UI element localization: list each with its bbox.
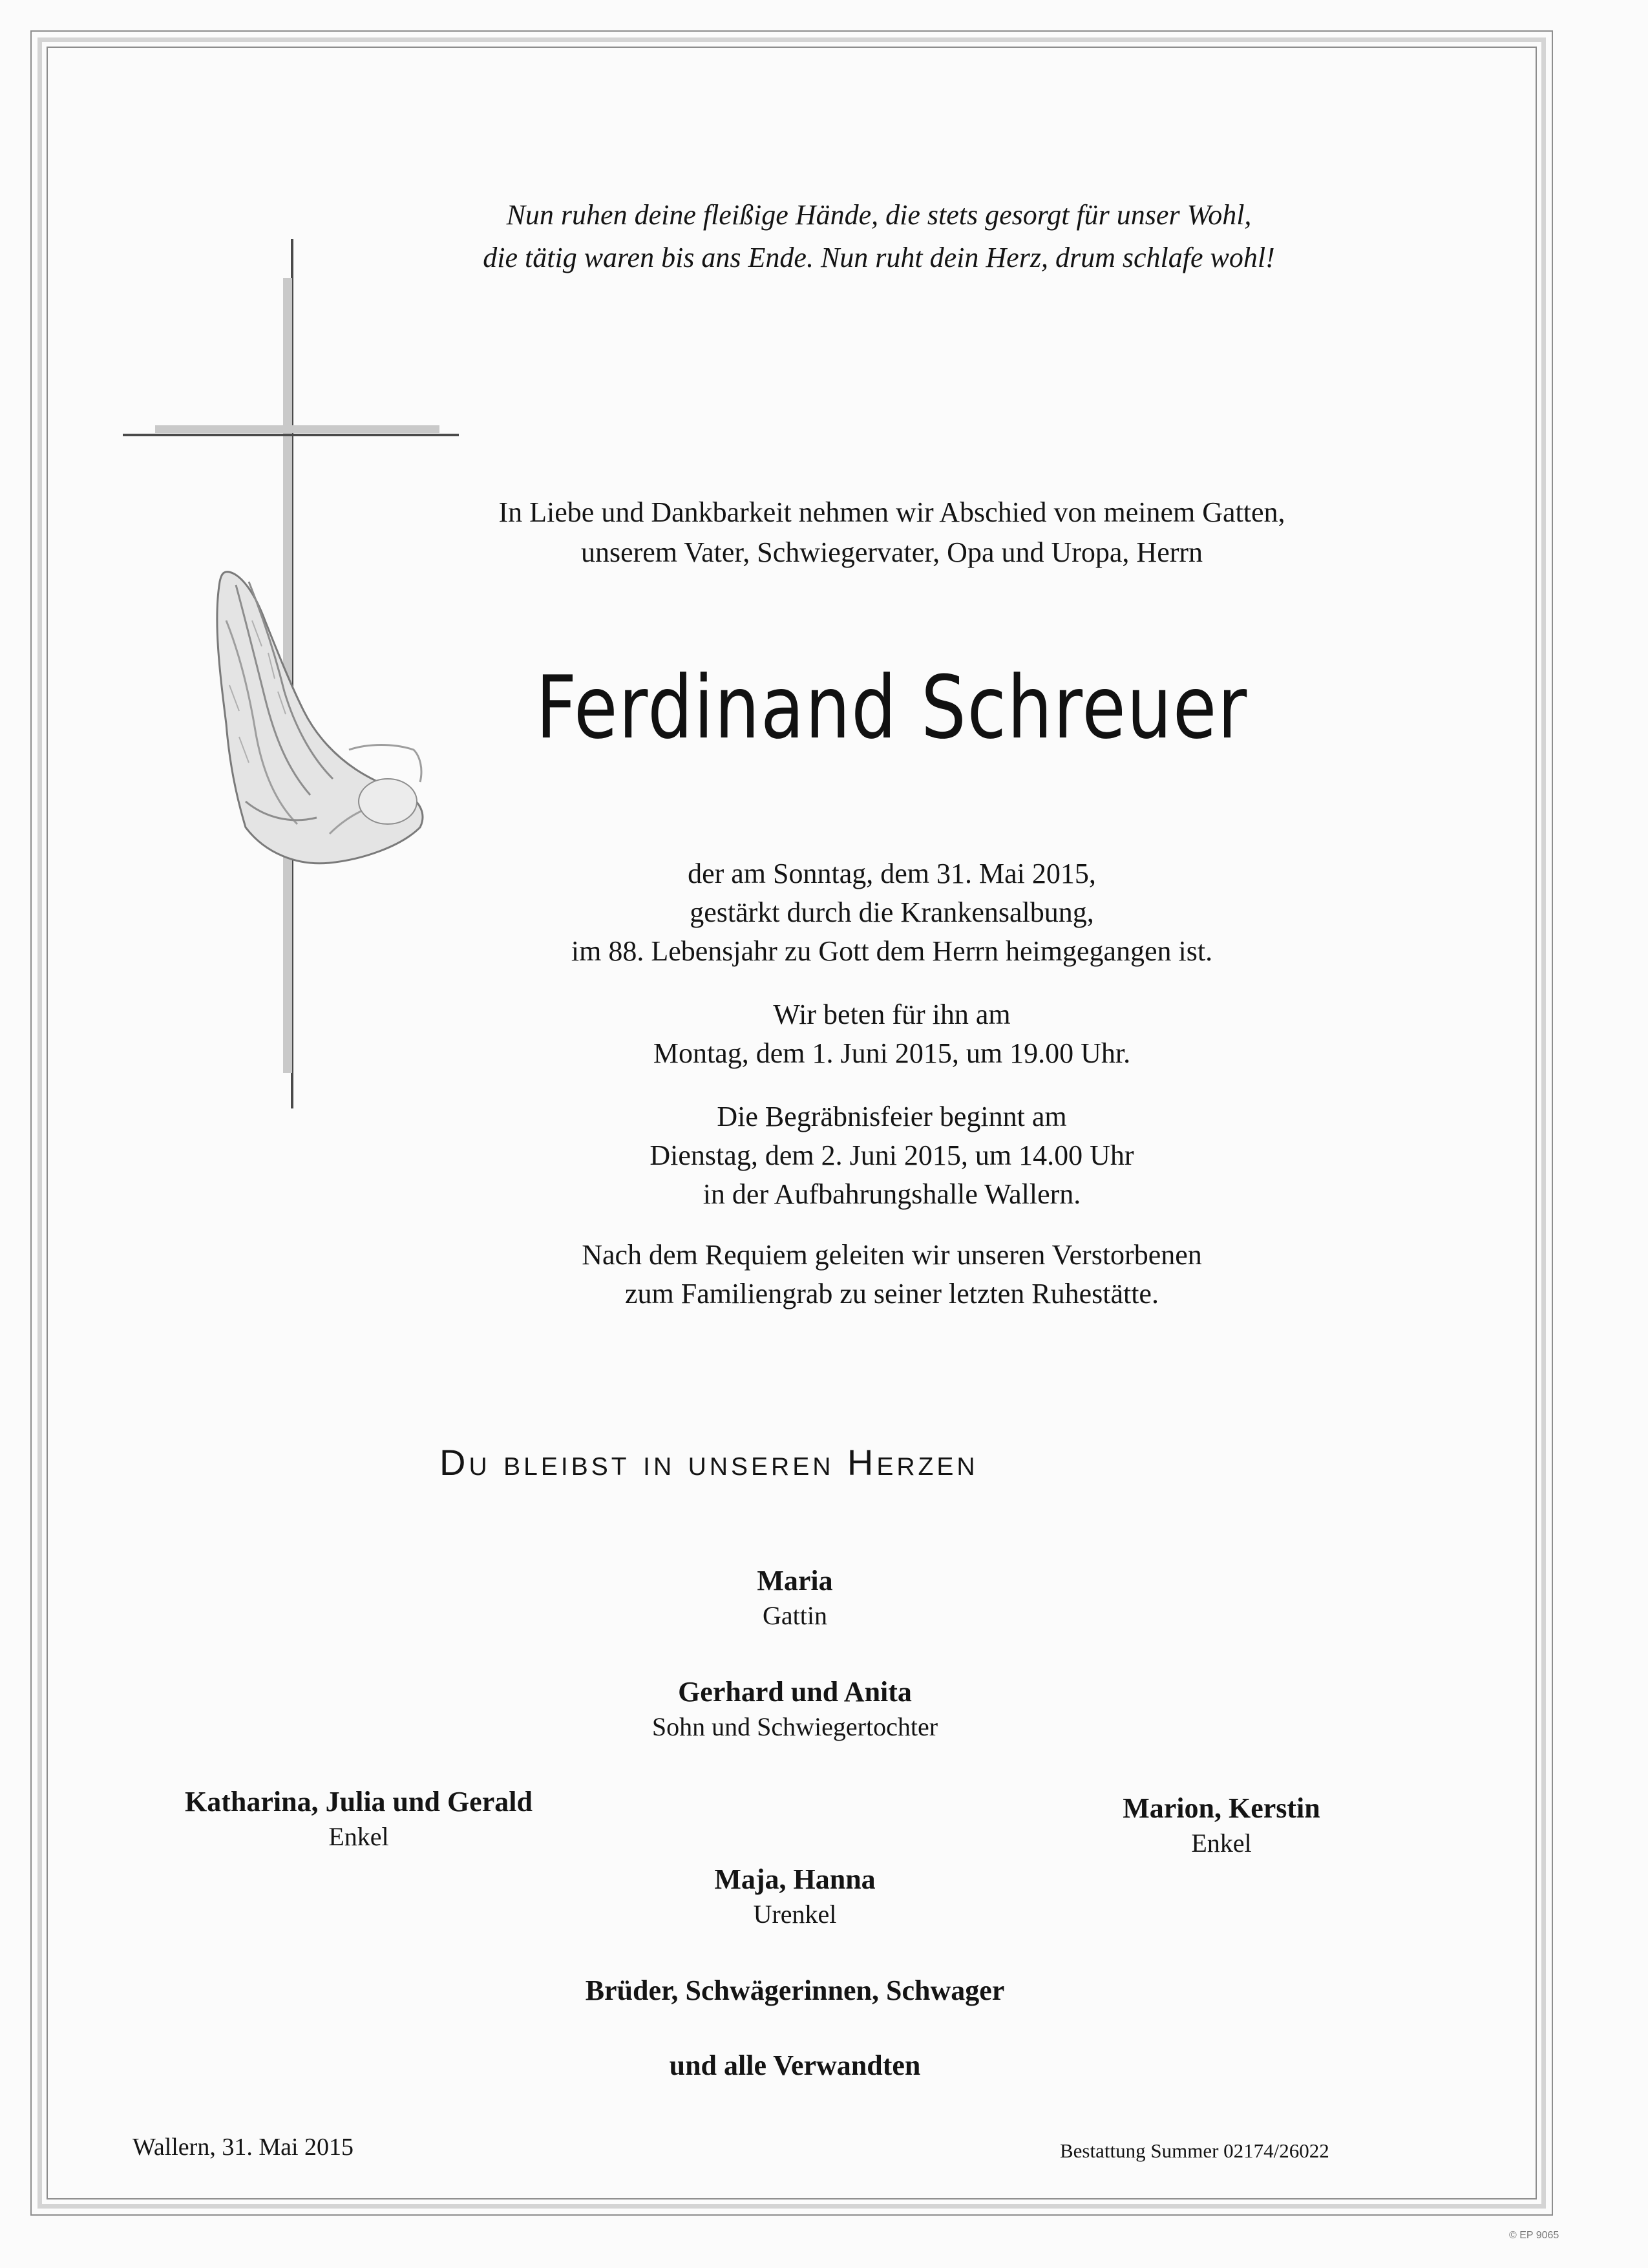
mourner-role: Sohn und Schwiegertochter (651, 1712, 938, 1741)
mourner-name: Maria (757, 1565, 833, 1596)
mourner-grandchildren-right (1060, 1790, 1383, 1860)
mourner-name: Gerhard und Anita (678, 1676, 912, 1708)
mourner-name: Marion, Kerstin (1123, 1792, 1320, 1824)
funeral-notice (375, 1097, 1409, 1214)
place-date: Wallern, 31. Mai 2015 (132, 2134, 354, 2161)
funeral-line: in der Aufbahrungshalle Wallern. (703, 1178, 1081, 1210)
motto: Du bleibst in unseren Herzen (439, 1442, 978, 1483)
prayer-notice (375, 995, 1409, 1073)
requiem-line: zum Familiengrab zu seiner letzten Ruhestätte. (625, 1278, 1159, 1309)
deceased-name: Ferdinand Schreuer (536, 657, 1248, 758)
prayer-line: Montag, dem 1. Juni 2015, um 19.00 Uhr. (653, 1037, 1131, 1069)
mourner-wife (659, 1563, 931, 1633)
funeral-line: Die Begräbnisfeier beginnt am (717, 1101, 1067, 1132)
death-line: im 88. Lebensjahr zu Gott dem Herrn heimgegangen ist. (571, 935, 1213, 967)
verse-line: Nun ruhen deine fleißige Hände, die stets gesorgt für unser Wohl, (506, 199, 1252, 231)
mourner-relatives: und alle Verwandten (669, 2050, 921, 2081)
intro (375, 493, 1409, 573)
prayer-line: Wir beten für ihn am (773, 999, 1011, 1030)
intro-line: unserem Vater, Schwiegervater, Opa und Uropa, Herrn (580, 536, 1203, 568)
verse (362, 194, 1396, 279)
mourner-role: Urenkel (753, 1900, 837, 1929)
mourner-name: Katharina, Julia und Gerald (185, 1786, 533, 1818)
mourner-role: Enkel (1191, 1828, 1252, 1858)
mourner-name: Maja, Hanna (714, 1863, 876, 1895)
funeral-line: Dienstag, dem 2. Juni 2015, um 14.00 Uhr (650, 1139, 1134, 1171)
cross-with-praying-hands (116, 233, 478, 1125)
requiem-line: Nach dem Requiem geleiten wir unseren Verstorbenen (582, 1239, 1202, 1271)
mourner-great-grandchildren (659, 1861, 931, 1931)
cross-icon (123, 239, 459, 1108)
copyright-mark: © EP 9065 (1509, 2230, 1559, 2241)
mourner-grandchildren-left (129, 1784, 588, 1854)
praying-hands-icon (217, 572, 423, 864)
death-notice (375, 854, 1409, 971)
requiem-notice (375, 1236, 1409, 1313)
mourner-siblings: Brüder, Schwägerinnen, Schwager (585, 1975, 1005, 2006)
mourner-son (595, 1674, 995, 1744)
verse-line: die tätig waren bis ans Ende. Nun ruht dein Herz, drum schlafe wohl! (483, 242, 1275, 273)
death-line: der am Sonntag, dem 31. Mai 2015, (688, 858, 1096, 889)
undertaker-contact: Bestattung Summer 02174/26022 (1060, 2139, 1329, 2162)
mourner-role: Gattin (763, 1601, 827, 1630)
mourner-role: Enkel (328, 1822, 389, 1851)
death-line: gestärkt durch die Krankensalbung, (690, 896, 1094, 928)
intro-line: In Liebe und Dankbarkeit nehmen wir Abschied von meinem Gatten, (498, 496, 1285, 528)
